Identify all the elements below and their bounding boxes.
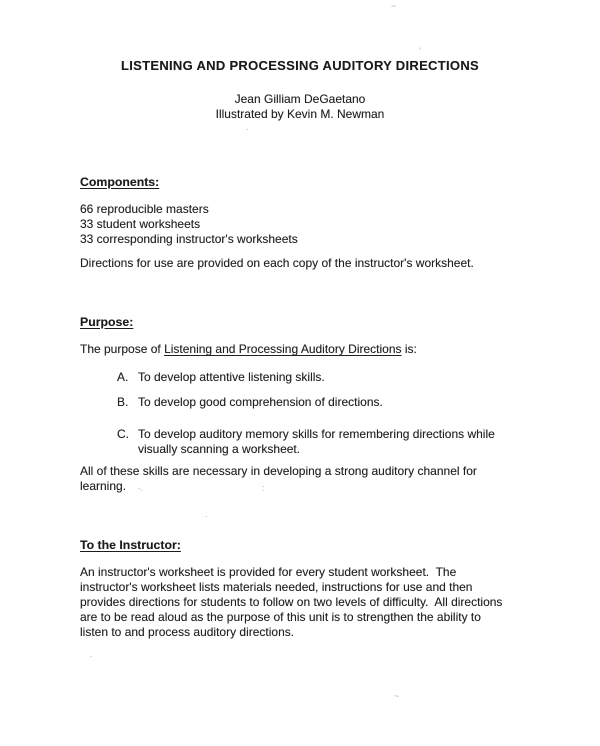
list-item-a — [117, 370, 530, 385]
scan-artifact: -. — [138, 484, 143, 493]
list-item-b-marker: B. — [117, 395, 129, 409]
list-item-b-text — [138, 395, 383, 410]
purpose-intro-suffix: is: — [401, 342, 417, 356]
text-line: instructor's worksheet lists materials needed, instructions for use and then — [80, 580, 473, 594]
text-line: 33 corresponding instructor's worksheets — [80, 232, 298, 246]
text-line: are to be read aloud as the purpose of this unit is to strengthen the ability to — [80, 610, 481, 624]
text-line: 66 reproducible masters — [80, 202, 209, 216]
text-line: To develop auditory memory skills for remembering directions while — [138, 427, 495, 441]
text-line: An instructor's worksheet is provided for every student worksheet. The — [80, 565, 457, 579]
components-section — [80, 175, 530, 271]
byline — [0, 92, 600, 122]
list-item-c — [117, 427, 530, 457]
list-item-a-marker: A. — [117, 370, 129, 384]
text-line: To develop attentive listening skills. — [138, 370, 325, 384]
components-note — [80, 256, 530, 271]
book-title-reference: Listening and Processing Auditory Directions — [164, 342, 402, 356]
purpose-list — [80, 370, 530, 457]
text-line: provides directions for students to follow on two levels of difficulty. All directions — [80, 595, 503, 609]
purpose-section — [80, 315, 530, 494]
scan-artifact: : — [262, 483, 265, 493]
scan-artifact: ~ — [391, 1, 397, 11]
purpose-summary — [80, 464, 530, 494]
author-name: Jean Gilliam DeGaetano — [234, 92, 366, 106]
scan-artifact: . — [90, 649, 93, 659]
list-item-c-marker: C. — [117, 427, 129, 441]
list-item-a-text — [138, 370, 325, 385]
text-line: All of these skills are necessary in developing a strong auditory channel for — [80, 464, 477, 478]
illustrator-credit: Illustrated by Kevin M. Newman — [215, 107, 385, 121]
text-line: 33 student worksheets — [80, 217, 201, 231]
scan-artifact: ~ — [394, 691, 400, 701]
document-body — [0, 175, 600, 640]
list-item-c-text — [138, 427, 495, 457]
scan-artifact: . — [205, 509, 208, 519]
instructor-heading: To the Instructor: — [80, 538, 181, 552]
text-line: To develop good comprehension of directions. — [138, 395, 383, 409]
instructor-paragraph — [80, 565, 530, 640]
document-title: LISTENING AND PROCESSING AUDITORY DIRECTIONS — [121, 58, 479, 73]
components-note-text: Directions for use are provided on each copy of the instructor's worksheet. — [80, 256, 474, 270]
scan-artifact: . — [246, 122, 249, 132]
text-line: listen to and process auditory directions. — [80, 625, 295, 639]
purpose-heading: Purpose: — [80, 315, 134, 329]
text-line: visually scanning a worksheet. — [138, 442, 301, 456]
text-line: learning. — [80, 479, 127, 493]
instructor-section — [80, 538, 530, 640]
purpose-intro-prefix: The purpose of — [80, 342, 165, 356]
components-item-list — [80, 202, 530, 247]
purpose-intro — [80, 342, 530, 357]
list-item-b — [117, 395, 530, 410]
scan-artifact: ' — [419, 46, 421, 56]
components-heading: Components: — [80, 175, 160, 189]
